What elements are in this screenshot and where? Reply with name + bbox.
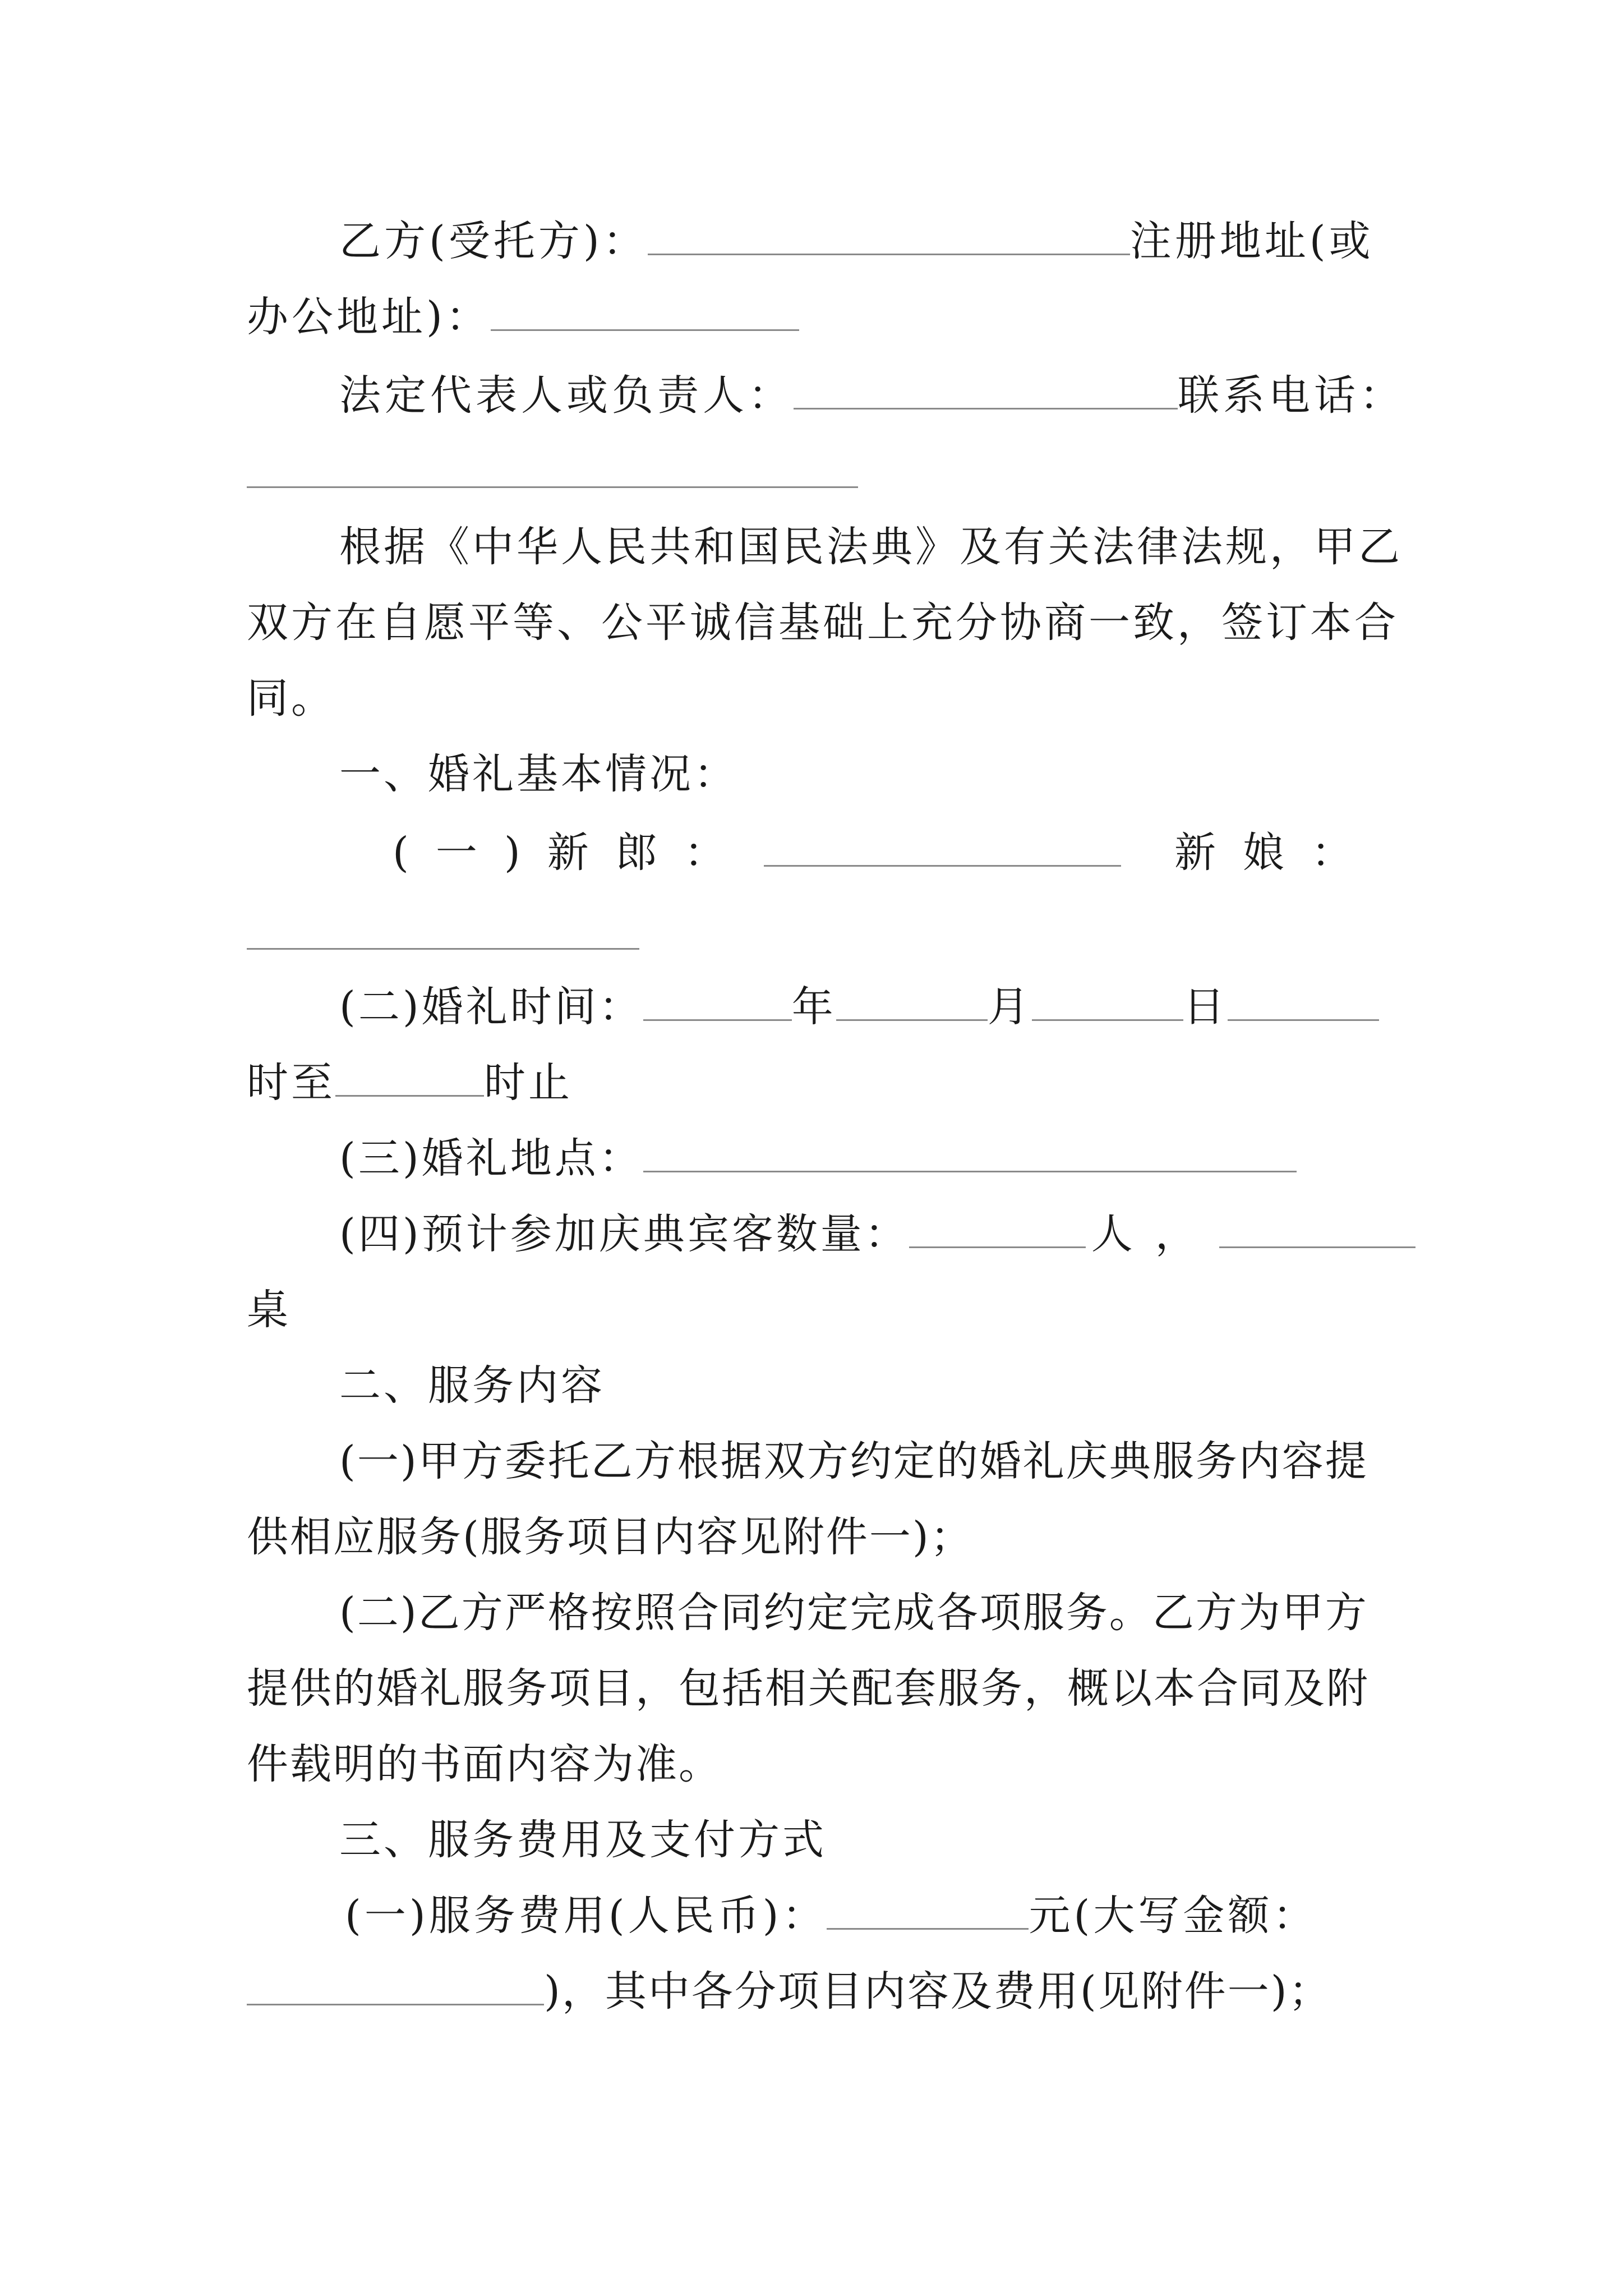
month-unit: 月 xyxy=(987,983,1032,1031)
phone-label: 联系电话： xyxy=(1178,371,1405,420)
venue-blank[interactable] xyxy=(643,1136,1297,1172)
legal-rep-label: 法定代表人或负责人： xyxy=(339,371,794,420)
guest-count-line xyxy=(339,1206,1415,1262)
fee-line-1 xyxy=(345,1888,1317,1944)
fee-line-2-text: )，其中各分项目内容及费用(见附件一)； xyxy=(544,1967,1332,2016)
hour-from-label: 时至 xyxy=(247,1059,335,1107)
preamble-line-2: 双方在自愿平等、公平诚信基础上充分协商一致，签订本合 xyxy=(247,599,1399,647)
service-item2-line2: 提供的婚礼服务项目，包括相关配套服务，概以本合同及附 xyxy=(247,1664,1370,1713)
groom-bride-line xyxy=(393,825,1380,881)
party-b-label: 乙方(受托方)： xyxy=(339,217,648,265)
fee-line-2 xyxy=(247,1963,1332,2019)
bride-blank[interactable] xyxy=(247,948,639,950)
legal-rep-line xyxy=(339,367,1405,424)
service-item2-line1: (二)乙方严格按照合同约定完成各项服务。乙方为甲方 xyxy=(339,1589,1368,1637)
section3-heading: 三、服务费用及支付方式 xyxy=(339,1816,827,1864)
wedding-time-line xyxy=(339,979,1379,1035)
year-blank[interactable] xyxy=(643,984,792,1021)
guest-count-blank[interactable] xyxy=(909,1212,1086,1248)
day-unit: 日 xyxy=(1183,983,1228,1031)
phone-blank[interactable] xyxy=(247,486,858,488)
groom-blank[interactable] xyxy=(764,830,1121,867)
guest-count-label: (四)预计参加庆典宾客数量： xyxy=(339,1210,909,1258)
service-item1-line1: (一)甲方委托乙方根据双方约定的婚礼庆典服务内容提 xyxy=(339,1437,1368,1485)
wedding-venue-label: (三)婚礼地点： xyxy=(339,1134,643,1182)
hour-from-blank[interactable] xyxy=(1228,984,1379,1021)
year-unit: 年 xyxy=(791,983,836,1031)
table-count-blank[interactable] xyxy=(1219,1212,1415,1248)
wedding-time-label: (二)婚礼时间： xyxy=(339,983,643,1031)
day-blank[interactable] xyxy=(1032,984,1183,1021)
preamble-line-3: 同。 xyxy=(247,674,335,723)
hour-to-blank[interactable] xyxy=(335,1060,484,1097)
address-label-cont: 办公地址)： xyxy=(247,293,491,341)
people-unit: 人， xyxy=(1091,1210,1219,1258)
fee-capital-blank[interactable] xyxy=(247,1969,544,2005)
preamble-line-1: 根据《中华人民共和国民法典》及有关法律法规，甲乙 xyxy=(339,523,1403,571)
legal-rep-blank[interactable] xyxy=(794,373,1178,409)
groom-label: (一)新郎： xyxy=(393,829,753,877)
month-blank[interactable] xyxy=(836,984,988,1021)
party-b-line xyxy=(339,213,1382,269)
service-item1-line2: 供相应服务(服务项目内容见附件一)； xyxy=(247,1513,974,1561)
section2-heading: 二、服务内容 xyxy=(339,1361,605,1410)
party-b-name-blank[interactable] xyxy=(648,219,1130,255)
wedding-hour-line xyxy=(247,1055,573,1111)
wedding-venue-line xyxy=(339,1130,1297,1186)
bride-label: 新娘： xyxy=(1174,829,1380,877)
service-item2-line3: 件载明的书面内容为准。 xyxy=(247,1740,722,1788)
hour-to-label: 时止 xyxy=(484,1059,573,1107)
fee-unit: 元(大写金额： xyxy=(1029,1892,1318,1940)
address-blank[interactable] xyxy=(491,295,799,331)
table-unit-line: 桌 xyxy=(247,1286,288,1334)
fee-amount-blank[interactable] xyxy=(827,1893,1029,1930)
address-label: 注册地址(或 xyxy=(1129,217,1374,265)
section1-heading: 一、婚礼基本情况： xyxy=(339,750,738,798)
address-line xyxy=(247,289,799,345)
fee-label: (一)服务费用(人民币)： xyxy=(345,1892,827,1940)
